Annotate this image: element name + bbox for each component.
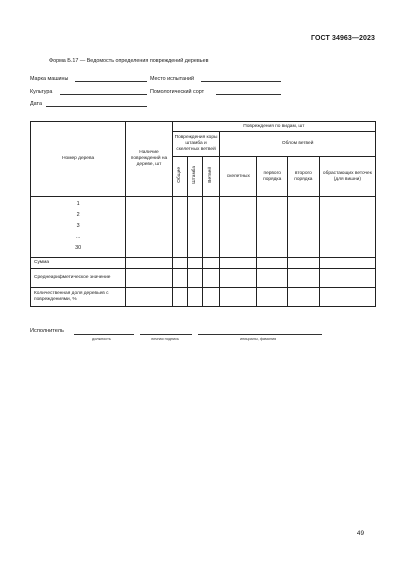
table-cell[interactable]: [187, 197, 203, 258]
table-cell[interactable]: [288, 258, 320, 269]
table-row-sum: [31, 258, 376, 269]
table-cell[interactable]: [257, 258, 288, 269]
table-cell[interactable]: [220, 258, 257, 269]
group-branch-breakage: Облом ветвей: [220, 132, 376, 157]
form-title: Форма Б.17 — Ведомость определения повреждений деревьев: [49, 58, 209, 64]
date-line[interactable]: [46, 106, 147, 107]
table-row-share: [31, 288, 376, 307]
table-cell[interactable]: [203, 288, 220, 307]
test-site-label: Место испытаний: [150, 76, 195, 82]
table-cell[interactable]: [126, 197, 173, 258]
tree-number: ...: [75, 234, 81, 240]
table-cell[interactable]: [203, 197, 220, 258]
group-damage-by-type: Повреждения по видам, шт: [172, 122, 375, 132]
table-cell[interactable]: [257, 269, 288, 288]
table-cell[interactable]: [172, 258, 187, 269]
tree-number: 3: [76, 223, 80, 229]
pomological-variety-line[interactable]: [216, 94, 281, 95]
standard-designation: ГОСТ 34963—2023: [311, 35, 375, 42]
col-skeletal: скелетных: [220, 157, 257, 197]
col-damage-presence: Наличие повреждений на дереве, шт: [126, 122, 173, 197]
page-number: 49: [356, 530, 364, 537]
position-caption: должность: [92, 337, 111, 341]
signature-line[interactable]: [140, 334, 192, 335]
row-label-share: Количественная доля деревьев с повреждениями, %: [31, 288, 126, 307]
table-cell[interactable]: [220, 197, 257, 258]
signature-caption: личная подпись: [151, 337, 179, 341]
position-line[interactable]: [74, 334, 134, 335]
table-cell[interactable]: [203, 258, 220, 269]
table-cell[interactable]: [319, 269, 375, 288]
crop-label: Культура: [30, 89, 53, 95]
table-cell[interactable]: [288, 197, 320, 258]
name-caption: инициалы, фамилия: [240, 337, 277, 341]
table-cell[interactable]: [126, 258, 173, 269]
table-cell[interactable]: [187, 288, 203, 307]
col-first-order: первого порядка: [257, 157, 288, 197]
car-brand-line[interactable]: [75, 81, 147, 82]
col-bark-branches: [203, 157, 220, 197]
crop-line[interactable]: [60, 94, 147, 95]
table-row-trees: [31, 197, 376, 258]
col-bark-total: [172, 157, 187, 197]
col-tree-number: Номер дерева: [31, 122, 126, 197]
row-label-average: Среднеарифметическое значение: [31, 269, 126, 288]
tree-number: 1: [76, 201, 80, 207]
table-cell[interactable]: [257, 197, 288, 258]
test-site-line[interactable]: [201, 81, 281, 82]
table-cell[interactable]: [319, 258, 375, 269]
bark-total-label: Общие: [176, 167, 182, 184]
car-brand-label: Марка машины: [30, 76, 69, 82]
table-cell[interactable]: [220, 288, 257, 307]
table-cell[interactable]: [187, 258, 203, 269]
col-fruiting: обрастающих веточек (для вишни): [319, 157, 375, 197]
tree-number: 2: [76, 212, 80, 218]
table-cell[interactable]: [172, 197, 187, 258]
row-label-sum: Сумма: [31, 258, 126, 269]
bark-stem-label: Штамба: [192, 166, 198, 184]
col-bark-stem: [187, 157, 203, 197]
pomological-variety-label: Помологический сорт: [150, 89, 205, 95]
table-cell[interactable]: [126, 269, 173, 288]
tree-number-list: [31, 197, 126, 258]
date-label: Дата: [30, 101, 42, 107]
damage-table: [30, 121, 376, 307]
table-cell[interactable]: [288, 288, 320, 307]
table-cell[interactable]: [203, 269, 220, 288]
table-cell[interactable]: [257, 288, 288, 307]
table-cell[interactable]: [172, 288, 187, 307]
table-cell[interactable]: [288, 269, 320, 288]
table-cell[interactable]: [187, 269, 203, 288]
table-cell[interactable]: [319, 197, 375, 258]
table-row-average: [31, 269, 376, 288]
table-cell[interactable]: [126, 288, 173, 307]
group-bark-damage: Повреждения коры штамба и скелетных ветвей: [172, 132, 220, 157]
col-second-order: второго порядка: [288, 157, 320, 197]
table-cell[interactable]: [319, 288, 375, 307]
table-cell[interactable]: [220, 269, 257, 288]
executor-label: Исполнитель: [30, 328, 64, 334]
tree-number: 30: [75, 245, 82, 251]
name-line[interactable]: [198, 334, 322, 335]
table-cell[interactable]: [172, 269, 187, 288]
bark-branches-label: Ветвей: [208, 167, 214, 183]
